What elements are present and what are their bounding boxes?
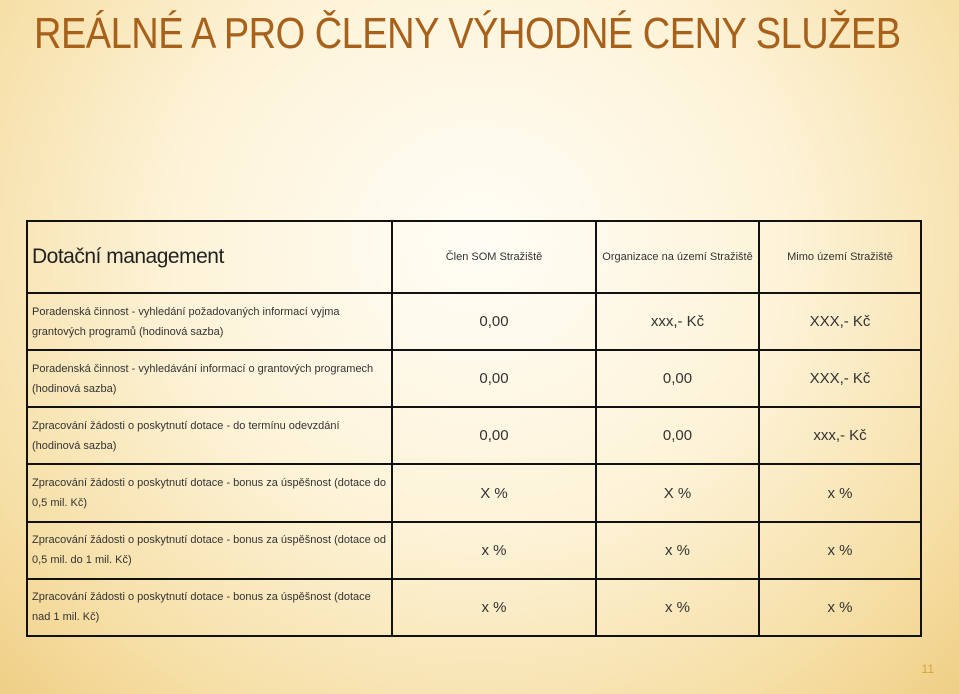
cell-value: xxx,- Kč (596, 293, 759, 350)
column-header-local-org: Organizace na území Stražiště (596, 221, 759, 293)
cell-value: x % (392, 579, 596, 636)
row-label: Zpracování žádosti o poskytnutí dotace - bonus za úspěšnost (dotace od 0,5 mil. do 1 mil. Kč) (27, 522, 392, 579)
table-row (27, 579, 921, 636)
column-header-member: Člen SOM Stražiště (392, 221, 596, 293)
cell-value: X % (392, 464, 596, 521)
cell-value: 0,00 (596, 350, 759, 407)
table-row (27, 464, 921, 521)
slide-title: REÁLNÉ A PRO ČLENY VÝHODNÉ CENY SLUŽEB (34, 10, 901, 59)
table-row (27, 293, 921, 350)
cell-value: x % (392, 522, 596, 579)
cell-value: 0,00 (596, 407, 759, 464)
cell-value: 0,00 (392, 293, 596, 350)
cell-value: X % (596, 464, 759, 521)
row-label: Poradenská činnost - vyhledávání informací o grantových programech (hodinová sazba) (27, 350, 392, 407)
cell-value: x % (759, 522, 921, 579)
row-label: Poradenská činnost - vyhledání požadovaných informací vyjma grantových programů (hodinová sazba) (27, 293, 392, 350)
table-row (27, 350, 921, 407)
table-row (27, 522, 921, 579)
cell-value: 0,00 (392, 350, 596, 407)
table-row (27, 407, 921, 464)
cell-value: xxx,- Kč (759, 407, 921, 464)
cell-value: x % (759, 464, 921, 521)
cell-value: XXX,- Kč (759, 293, 921, 350)
row-label: Zpracování žádosti o poskytnutí dotace - do termínu odevzdání (hodinová sazba) (27, 407, 392, 464)
row-label: Zpracování žádosti o poskytnutí dotace - bonus za úspěšnost (dotace nad 1 mil. Kč) (27, 579, 392, 636)
table-title: Dotační management (27, 221, 392, 293)
table-header-row (27, 221, 921, 293)
cell-value: x % (596, 522, 759, 579)
cell-value: XXX,- Kč (759, 350, 921, 407)
cell-value: x % (759, 579, 921, 636)
cell-value: 0,00 (392, 407, 596, 464)
price-table (26, 220, 922, 637)
column-header-outside: Mimo území Stražiště (759, 221, 921, 293)
row-label: Zpracování žádosti o poskytnutí dotace - bonus za úspěšnost (dotace do 0,5 mil. Kč) (27, 464, 392, 521)
page-number: 11 (921, 662, 934, 676)
cell-value: x % (596, 579, 759, 636)
